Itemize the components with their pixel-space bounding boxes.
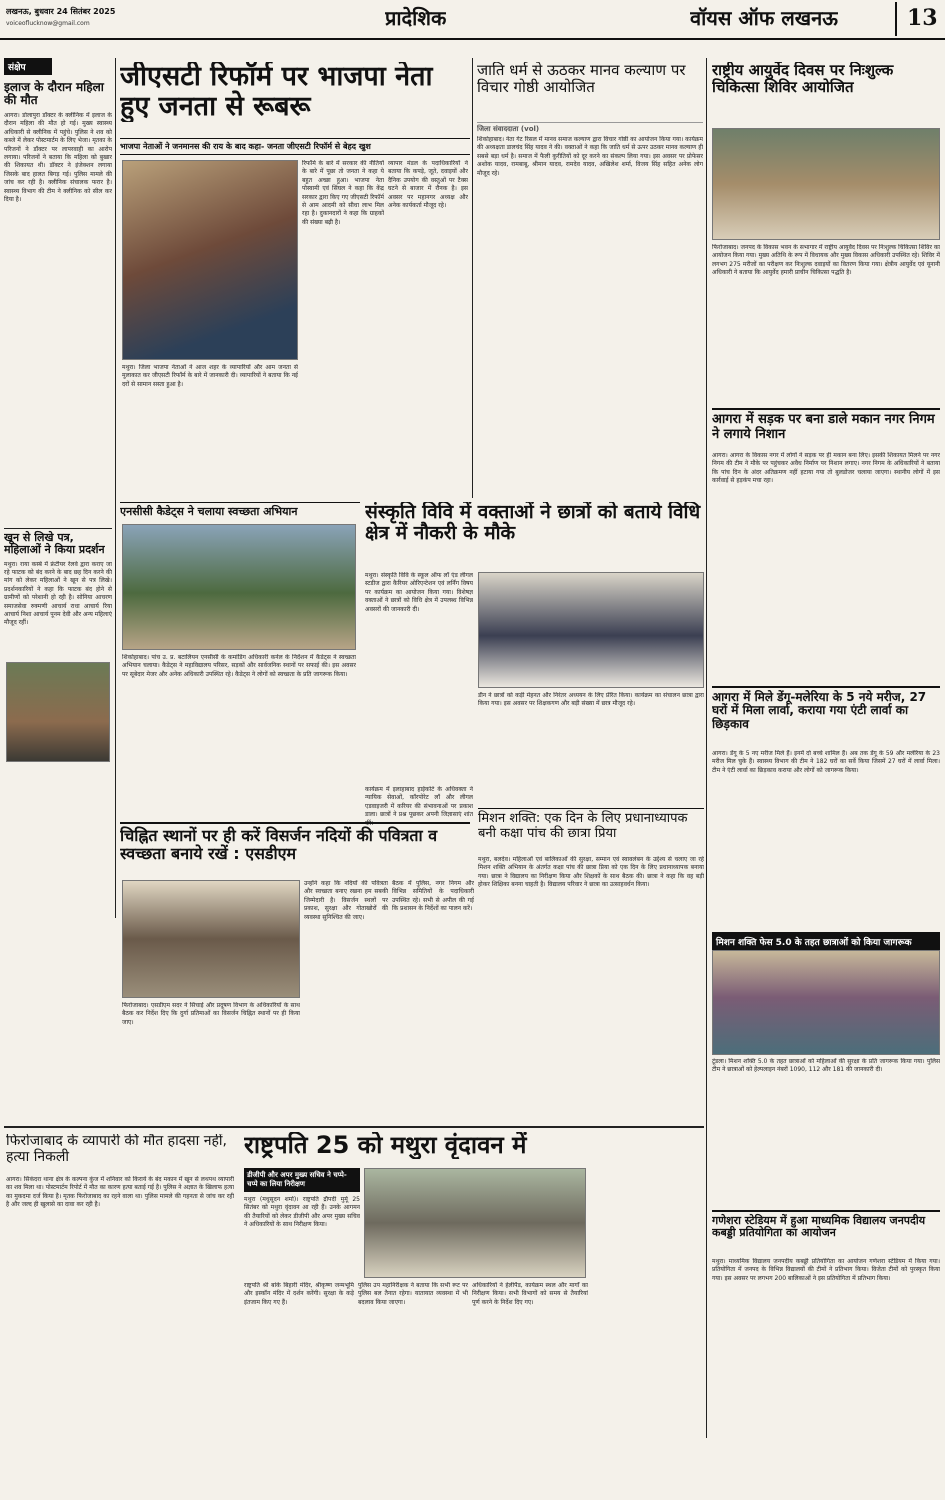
mission-headline: मिशन शक्ति: एक दिन के लिए प्रधानाध्यापक बनी कक्षा पांच की छात्रा प्रिया [478,808,704,841]
page-number-badge [895,2,943,36]
masthead [0,0,945,40]
sanskriti-headline: संस्कृति विवि में वक्ताओं ने छात्रों को बताये विधि क्षेत्र में नौकरी के मौके [365,502,701,545]
website: voiceoflucknow@gmail.com [6,20,90,27]
mission-5-body: टूंडला। मिशन शक्ति 5.0 के तहत छात्राओं को महिलाओं की सुरक्षा के प्रति जागरूक किया गया। पुलिस टीम ने छात्राओं को हेल्पलाइन नंबरों 1090, 112 और 181 की जानकारी दी। [712,1058,940,1074]
brief-text-2: मथुरा। राया कस्बे में फ्रंटीयर रेलवे द्वारा कराए जा रहे फाटक को बंद करने के बाद छह दिन करने की मांग को लेकर महिलाओं ने खून से पत्र लिखे। प्रदर्शनकारियों ने कहा कि फाटक बंद होने से ग्रामीणों को परेशानी हो रही है। सोनिया आचरण समाजसेवा रुक्मणी आचार्य राधा आचार्य रिया आचार्य निशा आचार्य पूनम देवी और अन्य महिलाएं मौजूद रहीं। [4,560,112,627]
gst-body-2: रिफॉर्म के बारे में सरकार की नीतियों के बारे में पूछा तो जनता ने कहा ये बहुत अच्छा हुआ। भाजपा नेता पोस्वामी एवं सिंघल ने कहा कि केंद्र सरकार द्वारा किए गए जीएसटी रिफॉर्म से आम आदमी को सीधा लाभ मिल रहा है। दुकानदारों ने कहा कि ग्राहकों की संख्या बढ़ी है। [302,160,384,226]
dengue-headline: आगरा में मिले डेंगू-मलेरिया के 5 नये मरीज, 27 घरों में मिला लार्वा, कराया गया एंटी लार्वा का छिड़काव [712,686,940,731]
section-title: प्रादेशिक [385,6,447,30]
visarjan-body-3: बैठक में पुलिस, नगर निगम और विभिन्न समितियों के पदाधिकारी उपस्थित रहे। सभी से अपील की गई कि प्रशासन के निर्देशों का पालन करें। [392,880,474,913]
firozabad-headline: फिरोजाबाद के व्यापारी की मौत हादसा नहीं, हत्या निकली [6,1134,227,1165]
gst-headline: जीएसटी रिफॉर्म पर भाजपा नेता हुए जनता से रूबरू [120,62,433,123]
ncc-headline: एनसीसी कैडेट्स ने चलाया स्वच्छता अभियान [120,502,360,518]
brief-tag: संक्षेप [4,58,52,75]
ncc-body: शिकोहाबाद। पांच उ. प्र. बटालियन एनसीसी के कमांडिंग अधिकारी कर्नल के निर्देशन में कैडेट्स ने स्वच्छता अभियान चलाया। कैडेट्स ने महाविद्यालय परिसर, सड़कों और सार्वजनिक स्थानों पर सफाई की। इस अवसर पर सूबेदार मेजर और अनेक अधिकारी उपस्थित रहे। कैडेट्स ने लोगों को स्वच्छता के प्रति जागरूक किया। [122,654,356,678]
sanskriti-body-1: मथुरा। संस्कृति विवि के स्कूल ऑफ लॉ एंड लीगल स्टडीज द्वारा कैरियर ओरिएन्टेशन एवं लर्निंग विषय पर कार्यक्रम का आयोजन किया गया। विशेषज्ञ वक्ताओं ने छात्रों को विधि क्षेत्र में उपलब्ध विभिन्न अवसरों की जानकारी दी। [365,572,473,613]
gst-subhead: भाजपा नेताओं ने जनमानस की राय के बाद कहा- जनता जीएसटी रिफॉर्म से बेहद खुश [120,138,470,155]
mission-photo [712,950,940,1055]
column-rule [472,58,473,498]
ayurveda-headline: राष्ट्रीय आयुर्वेद दिवस पर निःशुल्क चिकित्सा शिविर आयोजित [712,62,894,96]
firozabad-body: आगरा। सिकंदरा थाना क्षेत्र के कल्पना कुंज में शनिवार को किराये के बंद मकान में खून से लथपथ व्यापारी का शव मिला था। पोस्टमार्टम रिपोर्ट में मौत का कारण हत्या बताई गई है। पुलिस ने अज्ञात के खिलाफ हत्या का मुकदमा दर्ज किया है। मृतक फिरोजाबाद का रहने वाला था। पुलिस मामले की गहनता से जांच कर रही है और जल्द ही खुलासे का दावा कर रही है। [6,1176,234,1209]
sanskriti-photo [478,572,704,688]
brief-text-1: आगरा। डोलापुरा डॉक्टर के क्लीनिक में इलाज के दौरान महिला की मौत हो गई। मुख्य स्वास्थ्य अधिकारी से क्लीनिक में पहुंचे। पुलिस ने शव को कब्जे में लेकर पोस्टमार्टम के लिए भेजा। मृतका के परिजनों ने डॉक्टर पर लापरवाही का आरोप लगाया। परिजनों ने बताया कि महिला को बुखार की शिकायत थी। डॉक्टर ने इंजेक्शन लगाया जिसके बाद हालत बिगड़ गई। पुलिस मामले की जांच कर रही है। क्लीनिक संचालक फरार है। स्वास्थ्य विभाग की टीम ने क्लीनिक को सील कर दिया है। [4,111,112,203]
visarjan-body-2: उन्होंने कहा कि नदियों की पवित्रता और स्वच्छता बनाए रखना हम सबकी जिम्मेदारी है। विसर्जन स्थलों पर प्रकाश, सुरक्षा और गोताखोरों की व्यवस्था सुनिश्चित की जाए। [304,880,388,921]
protest-photo [6,662,110,762]
president-body-3: पुलिस उप महानिरीक्षक ने बताया कि सभी रूट पर पुलिस बल तैनात रहेगा। यातायात व्यवस्था में भी बदलाव किया जाएगा। [358,1282,468,1306]
road-body: आगरा। आगरा के विकास नगर में लोगों ने सड़क पर ही मकान बना लिए। इसकी शिकायत मिलने पर नगर निगम की टीम ने मौके पर पहुंचकर अवैध निर्माण पर निशान लगाए। नगर निगम के अधिकारियों ने बताया कि पांच दिन के अंदर अतिक्रमण नहीं हटाया गया तो बुलडोजर चलाया जाएगा। स्थानीय लोगों में इस कार्रवाई से हड़कंप मचा रहा। [712,452,940,485]
column-rule [706,58,707,1438]
visarjan-headline: चिह्नित स्थानों पर ही करें विसर्जन नदियों की पवित्रता व स्वच्छता बनाये रखें : एसडीएम [120,822,470,863]
caste-byline: जिला संवाददाता (vol) [477,122,703,134]
sanskriti-body-3: डीन ने छात्रों को कड़ी मेहनत और निरंतर अध्ययन के लिए प्रेरित किया। कार्यक्रम का संचालन छात्रा द्वारा किया गया। इस अवसर पर शिक्षकगण और बड़ी संख्या में छात्र मौजूद रहे। [478,692,704,708]
president-body-1: मथुरा (मधुसूदन शर्मा)। राष्ट्रपति द्रौपदी मुर्मू 25 सितंबर को मथुरा वृंदावन आ रही हैं। उनके आगमन की तैयारियों को लेकर डीजीपी और अपर मुख्य सचिव ने अधिकारियों के साथ निरीक्षण किया। [244,1196,360,1229]
ncc-photo [122,524,356,650]
brief-headline-2: खून से लिखे पत्र, महिलाओं ने किया प्रदर्शन [4,528,112,557]
caste-headline: जाति धर्म से ऊठकर मानव कल्याण पर विचार गोष्ठी आयोजित [477,62,686,96]
date-line: लखनऊ, बुधवार 24 सितंबर 2025 [6,7,116,16]
visarjan-photo [122,880,300,998]
mission-body: मथुरा, बलदेव। महिलाओं एवं बालिकाओं की सुरक्षा, सम्मान एवं स्वावलंबन के उद्देश्य से चलाए जा रहे मिशन शक्ति अभियान के अंतर्गत कक्षा पांच की छात्रा प्रिया को एक दिन के लिए प्रधानाध्यापक बनाया गया। छात्रा ने विद्यालय का निरीक्षण किया और शिक्षकों के साथ बैठक की। छात्रा ने कहा कि वह बड़ी होकर शिक्षिका बनना चाहती है। विद्यालय परिवार ने छात्रा का उत्साहवर्धन किया। [478,856,704,889]
gst-body-3: व्यापार मंडल के पदाधिकारियों ने बताया कि कपड़े, जूते, दवाइयों और दैनिक उपयोग की वस्तुओं पर टैक्स घटने से बाजार में रौनक है। इस अवसर पर महानगर अध्यक्ष और अनेक कार्यकर्ता मौजूद रहे। [388,160,468,210]
ayurveda-body: फिरोजाबाद। जनपद के विकास भवन के सभागार में राष्ट्रीय आयुर्वेद दिवस पर निःशुल्क चिकित्सा शिविर का आयोजन किया गया। मुख्य अतिथि के रूप में विधायक और मुख्य विकास अधिकारी उपस्थित रहे। शिविर में लगभग 275 मरीजों का परीक्षण कर निःशुल्क दवाइयों का वितरण किया गया। क्षेत्रीय आयुर्वेद एवं यूनानी अधिकारी ने बताया कि आयुर्वेद हमारी प्राचीन चिकित्सा पद्धति है। [712,244,940,277]
gst-body-1: मथुरा। जिला भाजपा नेताओं ने आज शहर के व्यापारियों और आम जनता से मुलाकात कर जीएसटी रिफॉर्म के बारे में जानकारी दी। व्यापारियों ने बताया कि नई दरों से सामान सस्ता हुआ है। [122,364,298,388]
president-body-2: राष्ट्रपति श्री बांके बिहारी मंदिर, श्रीकृष्ण जन्मभूमि और इस्कॉन मंदिर में दर्शन करेंगी। सुरक्षा के कड़े इंतजाम किए गए हैं। [244,1282,354,1306]
road-headline: आगरा में सड़क पर बना डाले मकान नगर निगम ने लगाये निशान [712,408,940,442]
president-body-4: अधिकारियों ने हेलीपैड, कार्यक्रम स्थल और मार्गों का निरीक्षण किया। सभी विभागों को समय से तैयारियां पूर्ण करने के निर्देश दिए गए। [472,1282,588,1306]
visarjan-body-1: फिरोजाबाद। एसडीएम सदर ने सिंचाई और प्रदूषण विभाग के अधिकारियों के साथ बैठक कर निर्देश दिए कि दुर्गा प्रतिमाओं का विसर्जन चिह्नित स्थानों पर ही किया जाए। [122,1002,300,1026]
president-headline: राष्ट्रपति 25 को मथुरा वृंदावन में [244,1132,527,1159]
brief-headline-1: इलाज के दौरान महिला की मौत [4,80,104,108]
kabaddi-body: मथुरा। माध्यमिक विद्यालय जनपदीय कबड्डी प्रतियोगिता का आयोजन गणेशरा स्टेडियम में किया गया। प्रतियोगिता में जनपद के विभिन्न विद्यालयों की टीमों ने प्रतिभाग किया। विजेता टीमों को पुरस्कृत किया गया। इस अवसर पर लगभग 200 बालिकाओं ने इस प्रतियोगिता में प्रतिभाग किया। [712,1258,940,1282]
caste-body: शिकोहाबाद। नेता गेट रिसल में मानव समाज कल्याण द्वारा विचार गोष्ठी का आयोजन किया गया। कार्यक्रम की अध्यक्षता डालचंद सिंह यादव ने की। वक्ताओं ने कहा कि जाति धर्म से ऊपर उठकर मानव कल्याण ही सबसे बड़ा धर्म है। समाज में फैली कुरीतियों को दूर करने का संकल्प लिया गया। इस अवसर पर प्रोफेसर अशोक यादव, रामबाबू, श्रीमान यादव, रामदेव यादव, अखिलेश शर्मा, विजय सिंह सहित अनेक लोग मौजूद रहे। [477,136,703,177]
sanskriti-body-2: कार्यक्रम में इलाहाबाद हाईकोर्ट के अधिवक्ता ने न्यायिक सेवाओं, कॉरपोरेट लॉ और लीगल एडवाइजरी में करियर की संभावनाओं पर प्रकाश डाला। छात्रों ने प्रश्न पूछकर अपनी जिज्ञासाएं शांत कीं। [365,786,473,827]
ayurveda-photo [712,128,940,240]
president-body-5 [592,1168,704,1452]
page-number: 13 [907,5,938,31]
president-subhead: डीजीपी और अपर मुख्य सचिव ने चप्पे-चप्पे का लिया निरीक्षण [244,1168,360,1192]
kabaddi-headline: गणेशरा स्टेडियम में हुआ माध्यमिक विद्यालय जनपदीय कबड्डी प्रतियोगिता का आयोजन [712,1210,940,1240]
brief-continuation [6,766,110,916]
president-photo [364,1168,586,1278]
column-rule [115,58,116,918]
dengue-body: आगरा। डेंगू के 5 नए मरीज मिले हैं। इनमें दो बच्चे शामिल हैं। अब तक डेंगू के 59 और मलेरिया के 23 मरीज मिल चुके हैं। स्वास्थ्य विभाग की टीम ने 182 घरों का सर्वे किया जिसमें 27 घरों में लार्वा मिला। टीम ने एंटी लार्वा का छिड़काव कराया और लोगों को जागरूक किया। [712,750,940,774]
gst-photo [122,160,298,360]
paper-name: वॉयस ऑफ लखनऊ [690,6,838,30]
mission-banner: मिशन शक्ति फेस 5.0 के तहत छात्राओं को किया जागरूक [712,932,940,951]
horizontal-rule [4,1126,704,1128]
